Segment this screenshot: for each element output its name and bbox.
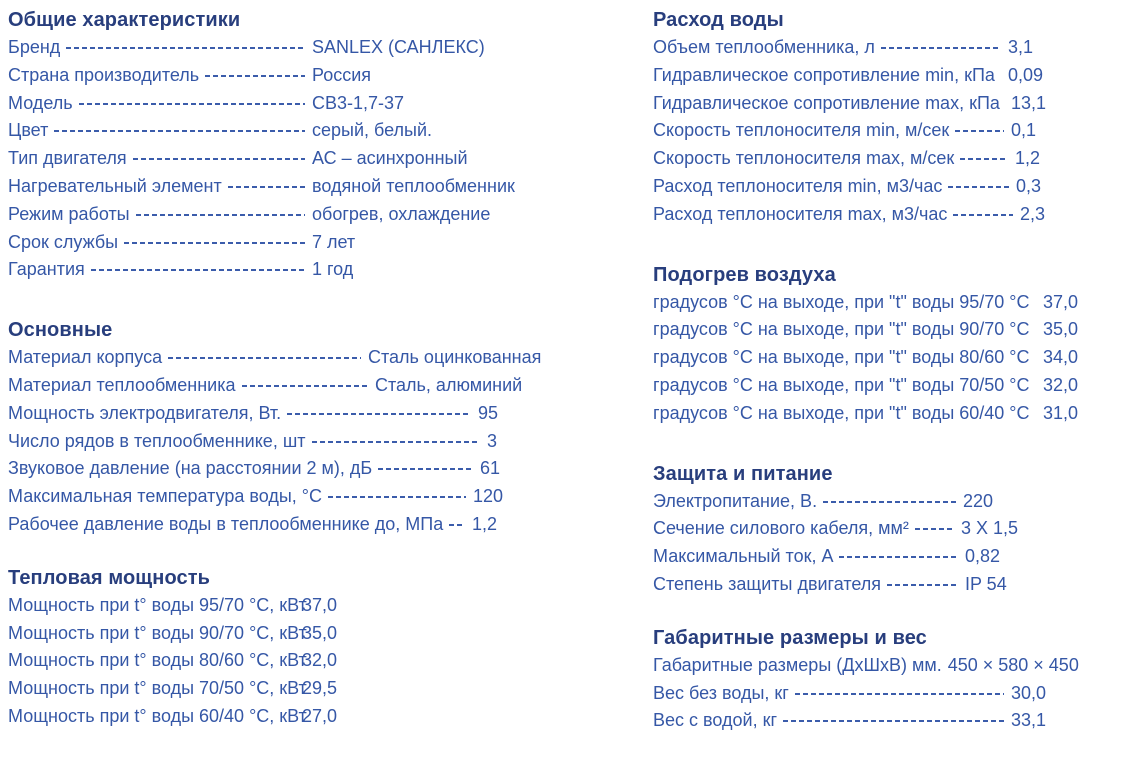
spec-row xyxy=(8,344,633,372)
spec-row-lead xyxy=(8,592,307,620)
spec-section xyxy=(653,624,1131,735)
spec-label: Режим работы xyxy=(8,203,130,224)
spec-row-lead xyxy=(653,680,1011,708)
spec-row xyxy=(8,201,633,229)
spec-row-lead xyxy=(653,90,1011,118)
spec-value: 32,0 xyxy=(1043,374,1079,395)
section-title: Тепловая мощность xyxy=(8,566,211,589)
spec-row-lead xyxy=(653,543,965,571)
dash-leader xyxy=(783,720,1004,722)
spec-column-left xyxy=(8,6,633,731)
dash-leader xyxy=(328,496,466,498)
section-title: Защита и питание xyxy=(653,462,833,485)
spec-row xyxy=(8,145,633,173)
dash-leader xyxy=(948,186,1009,188)
spec-row xyxy=(653,117,1131,145)
spec-row xyxy=(653,90,1131,118)
spec-section xyxy=(653,261,1131,428)
dash-leader xyxy=(881,47,1001,49)
spec-row-lead xyxy=(8,483,473,511)
spec-row-lead xyxy=(653,62,1008,90)
spec-value: Сталь, алюминий xyxy=(375,374,523,395)
spec-label: Мощность при t° воды 70/50 °С, кВт xyxy=(8,678,307,699)
spec-value: 120 xyxy=(473,486,504,507)
spec-row-lead xyxy=(8,428,487,456)
spec-value: АС – асинхронный xyxy=(312,148,468,169)
spec-row xyxy=(8,455,633,483)
spec-value: 13,1 xyxy=(1011,92,1047,113)
spec-row xyxy=(653,680,1131,708)
dash-leader xyxy=(124,242,305,244)
spec-value: серый, белый. xyxy=(312,120,433,141)
spec-value: 0,09 xyxy=(1008,64,1044,85)
spec-label: Материал теплообменника xyxy=(8,374,236,395)
spec-row xyxy=(653,707,1131,735)
spec-label: Цвет xyxy=(8,120,49,141)
dash-leader xyxy=(79,103,305,105)
spec-label: Максимальная температура воды, °С xyxy=(8,486,322,507)
spec-value: СВ3-1,7-37 xyxy=(312,92,405,113)
spec-row-lead xyxy=(653,34,1008,62)
spec-label: Гидравлическое сопротивление min, кПа xyxy=(653,64,995,85)
spec-row-lead xyxy=(8,117,312,145)
spec-row xyxy=(8,511,633,539)
spec-row xyxy=(8,117,633,145)
spec-row-lead xyxy=(653,117,1011,145)
spec-row xyxy=(8,428,633,456)
spec-row xyxy=(653,201,1131,229)
spec-section xyxy=(8,564,633,731)
spec-row-lead xyxy=(8,647,307,675)
spec-value: 31,0 xyxy=(1043,402,1079,423)
spec-section xyxy=(8,6,633,284)
spec-label: Тип двигателя xyxy=(8,148,127,169)
spec-row xyxy=(653,344,1131,372)
spec-row xyxy=(653,34,1131,62)
spec-row-lead xyxy=(8,34,312,62)
spec-row-lead xyxy=(8,229,312,257)
spec-value: 220 xyxy=(963,490,994,511)
spec-label: Мощность при t° воды 90/70 °С, кВт xyxy=(8,622,307,643)
spec-label: Мощность при t° воды 95/70 °С, кВт xyxy=(8,594,307,615)
spec-row xyxy=(8,483,633,511)
spec-label: Расход теплоносителя max, м3/час xyxy=(653,203,948,224)
spec-label: Модель xyxy=(8,92,73,113)
spec-row xyxy=(653,488,1131,516)
spec-row-lead xyxy=(653,515,961,543)
spec-row xyxy=(8,703,633,731)
spec-row xyxy=(8,173,633,201)
spec-label: Гарантия xyxy=(8,259,85,280)
spec-value: Сталь оцинкованная xyxy=(368,347,542,368)
section-title: Габаритные размеры и вес xyxy=(653,626,927,649)
spec-label: Вес с водой, кг xyxy=(653,710,778,731)
spec-row-lead xyxy=(8,344,368,372)
spec-value: 2,3 xyxy=(1020,203,1046,224)
dash-leader xyxy=(955,130,1004,132)
spec-row xyxy=(8,62,633,90)
spec-label: градусов °С на выходе, при "t" воды 90/70 °С xyxy=(653,319,1030,340)
spec-row xyxy=(653,400,1131,428)
spec-section xyxy=(8,316,633,539)
dash-leader xyxy=(136,214,305,216)
section-title: Подогрев воздуха xyxy=(653,263,836,286)
dash-leader xyxy=(133,158,305,160)
dash-leader xyxy=(823,501,956,503)
spec-row-lead xyxy=(8,90,312,118)
spec-row-lead xyxy=(8,62,312,90)
dash-leader xyxy=(228,186,305,188)
spec-row-lead xyxy=(8,511,472,539)
spec-row xyxy=(653,652,1131,680)
spec-value: IP 54 xyxy=(965,573,1007,594)
spec-label: Гидравлическое сопротивление max, кПа xyxy=(653,92,1000,113)
spec-value: 1 год xyxy=(312,259,354,280)
spec-row-lead xyxy=(653,173,1016,201)
spec-label: Мощность при t° воды 60/40 °С, кВт xyxy=(8,705,307,726)
spec-label: Скорость теплоносителя min, м/сек xyxy=(653,120,950,141)
spec-value: 34,0 xyxy=(1043,347,1079,368)
spec-label: Сечение силового кабеля, мм² xyxy=(653,518,909,539)
spec-row-lead xyxy=(8,145,312,173)
spec-row xyxy=(653,571,1131,599)
spec-label: Нагревательный элемент xyxy=(8,175,222,196)
spec-value: 1,2 xyxy=(1015,148,1041,169)
dash-leader xyxy=(1036,302,1037,304)
spec-label: Степень защиты двигателя xyxy=(653,573,882,594)
spec-row-lead xyxy=(8,675,307,703)
spec-label: Страна производитель xyxy=(8,64,200,85)
spec-label: градусов °С на выходе, при "t" воды 80/60 °С xyxy=(653,347,1030,368)
spec-value: 1,2 xyxy=(472,513,498,534)
spec-row xyxy=(653,316,1131,344)
spec-label: градусов °С на выходе, при "t" воды 60/40 °С xyxy=(653,402,1030,423)
spec-value: 37,0 xyxy=(1043,291,1079,312)
dash-leader xyxy=(1036,385,1037,387)
spec-row xyxy=(8,256,633,284)
dash-leader xyxy=(953,214,1013,216)
spec-label: градусов °С на выходе, при "t" воды 95/70 °С xyxy=(653,291,1030,312)
spec-label: Расход теплоносителя min, м3/час xyxy=(653,175,943,196)
spec-value: 35,0 xyxy=(302,622,338,643)
spec-value: 37,0 xyxy=(302,594,338,615)
spec-label: Рабочее давление воды в теплообменнике до, МПа xyxy=(8,513,444,534)
spec-value: 7 лет xyxy=(312,231,356,252)
spec-value: 3,1 xyxy=(1008,37,1034,57)
spec-row-lead xyxy=(653,289,1043,317)
dash-leader xyxy=(1036,329,1037,331)
spec-value: Россия xyxy=(312,64,372,85)
spec-row-lead xyxy=(8,703,307,731)
spec-row-lead xyxy=(8,400,478,428)
spec-row xyxy=(653,145,1131,173)
dash-leader xyxy=(312,441,480,443)
spec-row-lead xyxy=(8,620,307,648)
spec-row-lead xyxy=(8,201,312,229)
spec-value: 33,1 xyxy=(1011,710,1047,731)
dash-leader xyxy=(91,269,305,271)
dash-leader xyxy=(287,413,471,415)
spec-row-lead xyxy=(653,145,1015,173)
spec-row xyxy=(8,647,633,675)
spec-row xyxy=(8,229,633,257)
spec-value: 27,0 xyxy=(302,705,338,726)
spec-value: 450 × 580 × 450 xyxy=(947,654,1079,675)
spec-column-right xyxy=(653,6,1131,735)
dash-leader xyxy=(168,357,361,359)
spec-label: Мощность при t° воды 80/60 °С, кВт xyxy=(8,650,307,671)
spec-section xyxy=(653,460,1131,599)
dash-leader xyxy=(915,528,954,530)
spec-label: Вес без воды, кг xyxy=(653,682,789,703)
spec-value: 30,0 xyxy=(1011,682,1047,703)
section-title: Общие характеристики xyxy=(8,9,241,31)
section-title: Основные xyxy=(8,319,113,342)
dash-leader xyxy=(887,584,958,586)
spec-value: 0,3 xyxy=(1016,175,1042,196)
spec-section xyxy=(653,6,1131,229)
dash-leader xyxy=(1036,413,1037,415)
spec-row xyxy=(8,34,633,62)
spec-value: 35,0 xyxy=(1043,319,1079,340)
dash-leader xyxy=(54,130,305,132)
spec-value: 95 xyxy=(478,402,499,423)
spec-label: градусов °С на выходе, при "t" воды 70/50 °С xyxy=(653,374,1030,395)
spec-row-lead xyxy=(8,256,312,284)
spec-label: Срок службы xyxy=(8,231,119,252)
spec-row-lead xyxy=(8,372,375,400)
dash-leader xyxy=(1036,357,1037,359)
spec-row-lead xyxy=(653,400,1043,428)
spec-row xyxy=(8,372,633,400)
spec-label: Мощность электродвигателя, Вт. xyxy=(8,402,282,423)
spec-row-lead xyxy=(653,707,1011,735)
spec-value: 0,1 xyxy=(1011,120,1037,141)
dash-leader xyxy=(205,75,305,77)
spec-row-lead xyxy=(653,652,942,680)
spec-row xyxy=(8,400,633,428)
spec-row xyxy=(8,675,633,703)
spec-value: 0,82 xyxy=(965,546,1001,567)
dash-leader xyxy=(66,47,305,49)
spec-row-lead xyxy=(653,201,1020,229)
spec-value: 61 xyxy=(480,458,501,479)
spec-row-lead xyxy=(653,488,963,516)
section-title: Расход воды xyxy=(653,9,784,31)
spec-label: Звуковое давление (на расстоянии 2 м), дБ xyxy=(8,458,373,479)
spec-row xyxy=(653,543,1131,571)
spec-row-lead xyxy=(653,344,1043,372)
dash-leader xyxy=(795,693,1004,695)
spec-label: Число рядов в теплообменнике, шт xyxy=(8,430,306,451)
spec-label: Бренд xyxy=(8,37,61,57)
spec-row-lead xyxy=(653,316,1043,344)
spec-row-lead xyxy=(8,173,312,201)
spec-value: 3 xyxy=(487,430,498,451)
spec-row xyxy=(653,515,1131,543)
spec-label: Объем теплообменника, л xyxy=(653,37,875,57)
dash-leader xyxy=(449,524,465,526)
spec-row xyxy=(653,173,1131,201)
spec-row xyxy=(653,289,1131,317)
spec-row-lead xyxy=(8,455,480,483)
spec-row xyxy=(653,372,1131,400)
spec-value: 29,5 xyxy=(302,678,338,699)
spec-value: SANLEX (САНЛЕКС) xyxy=(312,37,485,57)
dash-leader xyxy=(839,556,958,558)
spec-row-lead xyxy=(653,571,965,599)
spec-label: Габаритные размеры (ДхШхВ) мм. xyxy=(653,654,942,675)
spec-value: 3 Х 1,5 xyxy=(961,518,1019,539)
spec-label: Скорость теплоносителя max, м/сек xyxy=(653,148,955,169)
spec-row xyxy=(653,62,1131,90)
dash-leader xyxy=(378,468,473,470)
spec-label: Электропитание, В. xyxy=(653,490,818,511)
spec-row xyxy=(8,620,633,648)
spec-row xyxy=(8,90,633,118)
dash-leader xyxy=(960,158,1008,160)
spec-label: Максимальный ток, А xyxy=(653,546,834,567)
spec-value: обогрев, охлаждение xyxy=(312,203,491,224)
dash-leader xyxy=(242,385,369,387)
spec-row-lead xyxy=(653,372,1043,400)
spec-value: 32,0 xyxy=(302,650,338,671)
spec-value: водяной теплообменник xyxy=(312,175,515,196)
spec-label: Материал корпуса xyxy=(8,347,163,368)
spec-row xyxy=(8,592,633,620)
